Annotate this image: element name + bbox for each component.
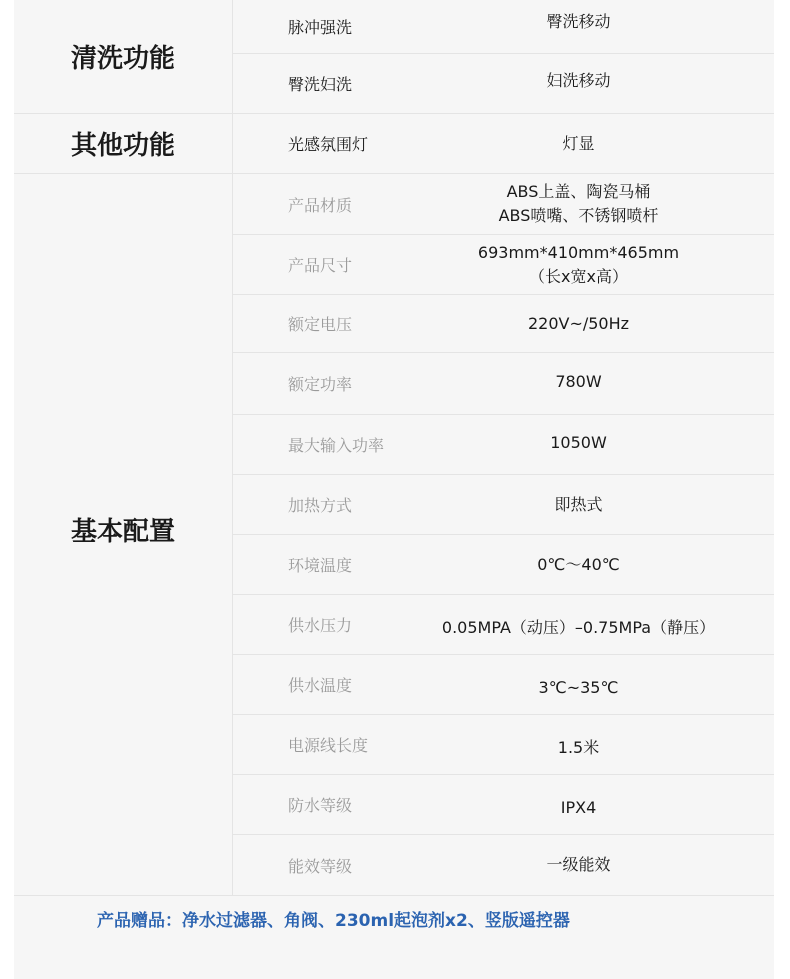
spec-name: 加热方式 [288, 496, 353, 515]
spec-row [233, 775, 774, 835]
spec-value [383, 415, 774, 474]
spec-value [383, 535, 774, 594]
spec-value [383, 775, 774, 834]
spec-value-line: 0.05MPA（动压）–0.75MPa（静压） [441, 617, 716, 637]
spec-name: 环境温度 [288, 556, 353, 575]
spec-row [233, 715, 774, 775]
spec-value [383, 353, 774, 414]
spec-name: 额定电压 [288, 315, 353, 334]
spec-value [383, 835, 774, 895]
spec-row [233, 415, 774, 475]
spec-value-line: 1050W [550, 432, 607, 452]
spec-row [233, 835, 774, 895]
spec-value [383, 655, 774, 714]
spec-name: 脉冲强洗 [288, 18, 353, 37]
spec-value-line: 妇洗移动 [546, 70, 611, 90]
spec-value-line: 一级能效 [546, 855, 611, 874]
spec-name: 供水温度 [288, 676, 353, 695]
spec-name: 产品材质 [288, 195, 353, 215]
spec-value-line: 3℃~35℃ [538, 677, 619, 697]
spec-value-line: 220V~/50Hz [527, 313, 630, 333]
spec-value [383, 475, 774, 534]
spec-section-cleaning [14, 0, 774, 114]
spec-name: 额定功率 [288, 375, 353, 394]
spec-value-line: ABS喷嘴、不锈钢喷杆 [498, 206, 659, 225]
spec-row [233, 114, 774, 173]
spec-section-other [14, 114, 774, 174]
spec-name: 能效等级 [288, 856, 353, 876]
section-title: 清洗功能 [14, 0, 233, 113]
spec-row [233, 353, 774, 415]
spec-row [233, 0, 774, 54]
spec-value [383, 174, 774, 234]
spec-name: 光感氛围灯 [288, 135, 369, 154]
spec-name: 电源线长度 [288, 736, 369, 755]
spec-value-line: 780W [555, 371, 602, 391]
spec-value-line: 0℃～40℃ [537, 554, 620, 574]
spec-value [383, 235, 774, 294]
spec-name: 产品尺寸 [288, 256, 353, 275]
spec-value [383, 114, 774, 173]
spec-value-line: （长x宽x高） [529, 266, 628, 286]
spec-value [383, 54, 774, 113]
spec-row [233, 174, 774, 235]
section-title: 其他功能 [14, 114, 233, 173]
spec-name: 臀洗妇洗 [288, 75, 353, 94]
spec-value [383, 295, 774, 352]
spec-value-line: ABS上盖、陶瓷马桶 [506, 182, 651, 201]
spec-value-line: 693mm*410mm*465mm [477, 242, 680, 262]
spec-row [233, 655, 774, 715]
section-title: 基本配置 [14, 174, 233, 895]
gift-note: 产品赠品：净水过滤器、角阀、230ml起泡剂x2、竖版遥控器 [97, 911, 570, 931]
spec-row [233, 595, 774, 655]
spec-row [233, 54, 774, 113]
spec-section-basic [14, 174, 774, 896]
spec-value [383, 715, 774, 774]
spec-name: 最大输入功率 [288, 436, 385, 455]
spec-value [383, 0, 774, 53]
spec-name: 防水等级 [288, 796, 353, 815]
spec-row [233, 535, 774, 595]
spec-value-line: 臀洗移动 [546, 11, 611, 31]
spec-name: 供水压力 [288, 616, 353, 635]
spec-value-line: IPX4 [560, 797, 597, 817]
spec-value [383, 595, 774, 654]
spec-value-line: 灯显 [562, 133, 595, 153]
spec-value-line: 1.5米 [557, 737, 600, 757]
spec-row [233, 475, 774, 535]
spec-row [233, 235, 774, 295]
spec-value-line: 即热式 [554, 494, 603, 514]
spec-row [233, 295, 774, 353]
